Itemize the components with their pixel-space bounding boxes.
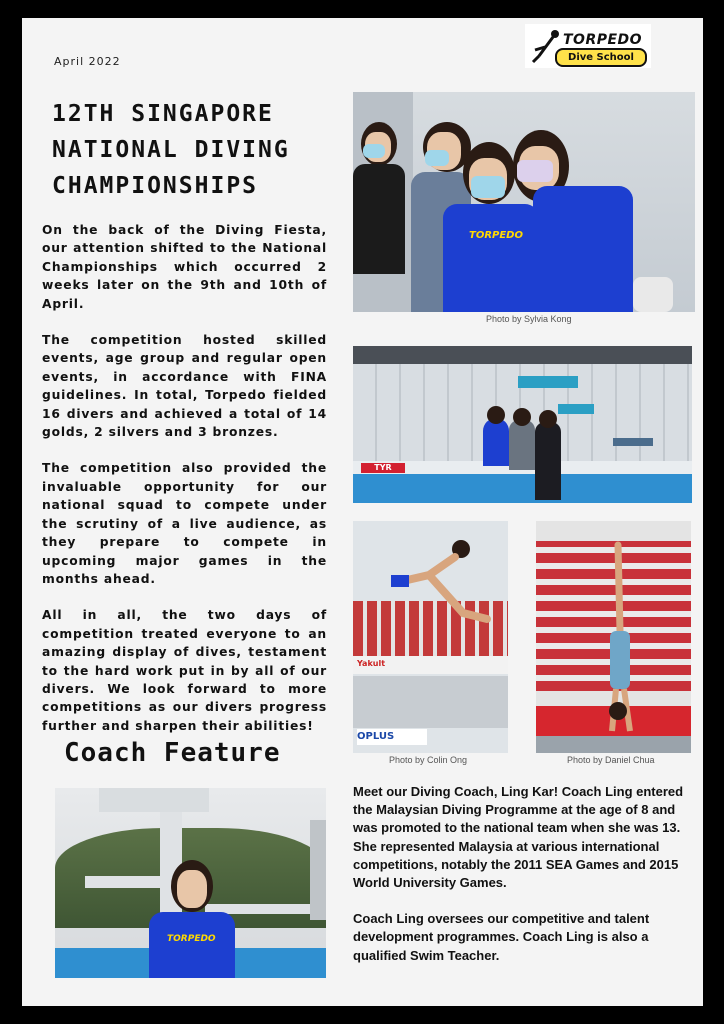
photo-caption: Photo by Colin Ong (389, 755, 468, 765)
team-photo-masks (353, 92, 695, 312)
article-title: 12TH SINGAPORE NATIONAL DIVING CHAMPIONSHIPS (52, 101, 290, 199)
article-paragraph: The competition also provided the invaluable opportunity for our national squad to compete under the scrutiny of a live audience, as they prepare to compete in upcoming major games in the months ahead. (42, 461, 327, 586)
sponsor-banner: OPLUS (357, 729, 427, 745)
coach-paragraph: Coach Ling oversees our competitive and talent development programmes. Coach Ling is also a qualified Swim Teacher. (353, 911, 650, 963)
newsletter-page (22, 18, 703, 1006)
diver-handstand-photo (536, 521, 691, 753)
coach-paragraph: Meet our Diving Coach, Ling Kar! Coach Ling entered the Malaysian Diving Programme at the age of 8 and was promoted to the national team when she was 13. She represented Malaysia at various international competitions, notably the 2011 SEA Games and 2015 World University Games. (353, 784, 684, 891)
diver-pike-photo (353, 521, 508, 753)
article-body (42, 221, 327, 753)
article-paragraph: On the back of the Diving Fiesta, our attention shifted to the National Championships which occurred 2 weeks later on the 9th and 10th of April. (42, 223, 327, 311)
photo-caption: Photo by Daniel Chua (567, 755, 655, 765)
article-paragraph: All in all, the two days of competition treated everyone to an amazing display of dives, testament to the hard work put in by all of our divers. We look forward to more competitions as our divers progress further and sharpen their abilities! (42, 608, 327, 733)
coach-photo (55, 788, 326, 978)
shirt-logo-text: TORPEDO (469, 230, 523, 241)
photo-caption: Photo by Sylvia Kong (486, 314, 572, 324)
coach-bio (353, 783, 685, 983)
sponsor-banner: Yakult (357, 659, 386, 668)
diver-figure (383, 535, 493, 625)
diver-figure (596, 541, 646, 751)
issue-date: April 2022 (54, 55, 121, 68)
pool-podium-photo (353, 346, 692, 503)
shirt-logo-text: TORPEDO (167, 934, 216, 944)
sponsor-banner: TYR (361, 463, 405, 473)
coach-feature-title: Coach Feature (64, 738, 281, 768)
torpedo-logo (525, 24, 651, 68)
article-paragraph: The competition hosted skilled events, age group and regular open events, in accordance with FINA guidelines. In total, Torpedo fielded 16 divers and achieved a total of 14 golds, 2 silvers and 3 bronzes. (42, 333, 327, 440)
logo-text: TORPEDO (563, 32, 643, 48)
logo-subtext: Dive School (555, 48, 647, 67)
